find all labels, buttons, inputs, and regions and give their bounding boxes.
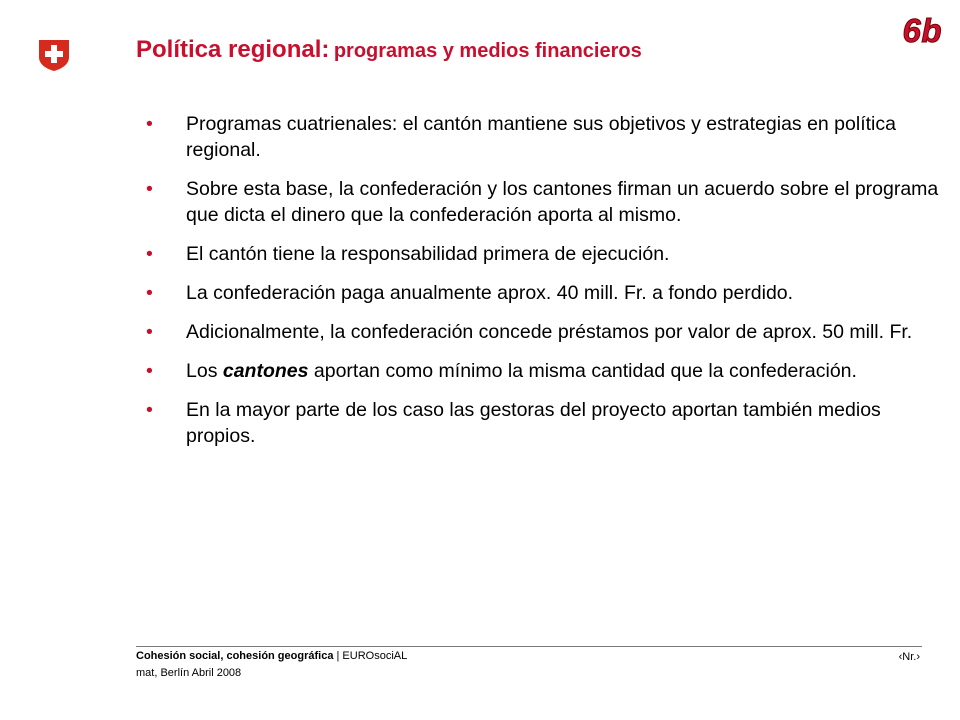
bullet-emphasis: cantones [222,360,309,382]
slide-number: 6b [902,12,942,49]
bullet-item [146,397,946,449]
bullet-text-continued: aportan como mínimo la misma cantidad que la confederación. [308,360,857,382]
bullet-text: Adicionalmente, la confederación concede préstamos por valor de aprox. 50 mill. Fr. [186,321,913,343]
bullet-dot-icon: • [146,113,153,135]
bullet-item [146,280,946,306]
bullet-text: Los [186,360,223,382]
bullet-item [146,176,946,228]
footer-date: mat, Berlín Abril 2008 [136,667,242,679]
bullet-text: La confederación paga anualmente aprox. 40 mill. Fr. a fondo perdido. [186,282,794,304]
bullet-dot-icon: • [146,243,153,265]
bullet-dot-icon: • [146,360,153,382]
bullet-item [146,111,946,163]
bullet-dot-icon: • [146,178,153,200]
footer-separator: | [333,650,343,662]
title-subtitle: programas y medios financieros [333,40,642,62]
bullet-dot-icon: • [146,282,153,304]
page-title [136,36,856,64]
bullet-text: El cantón tiene la responsabilidad primera de ejecución. [186,243,670,265]
page-number: ‹Nr.› [898,651,920,663]
bullet-text: En la mayor parte de los caso las gestoras del proyecto aportan también medios propios. [186,399,881,447]
bullet-list [146,111,946,462]
bullet-item [146,358,946,384]
bullet-text: Programas cuatrienales: el cantón mantiene sus objetivos y estrategias en política regional. [186,113,896,161]
title-main: Política regional: [136,36,330,63]
footer-org: EUROsociAL [342,650,408,662]
footer-title [136,650,407,663]
footer-title-bold: Cohesión social, cohesión geográfica [136,650,334,662]
swiss-cross-icon [37,38,71,72]
bullet-text: Sobre esta base, la confederación y los cantones firman un acuerdo sobre el programa que dicta el dinero que la confederación aporta al mismo. [186,178,939,226]
bullet-item [146,241,946,267]
bullet-dot-icon: • [146,399,153,421]
bullet-item [146,319,946,345]
footer-divider [136,646,922,647]
bullet-dot-icon: • [146,321,153,343]
